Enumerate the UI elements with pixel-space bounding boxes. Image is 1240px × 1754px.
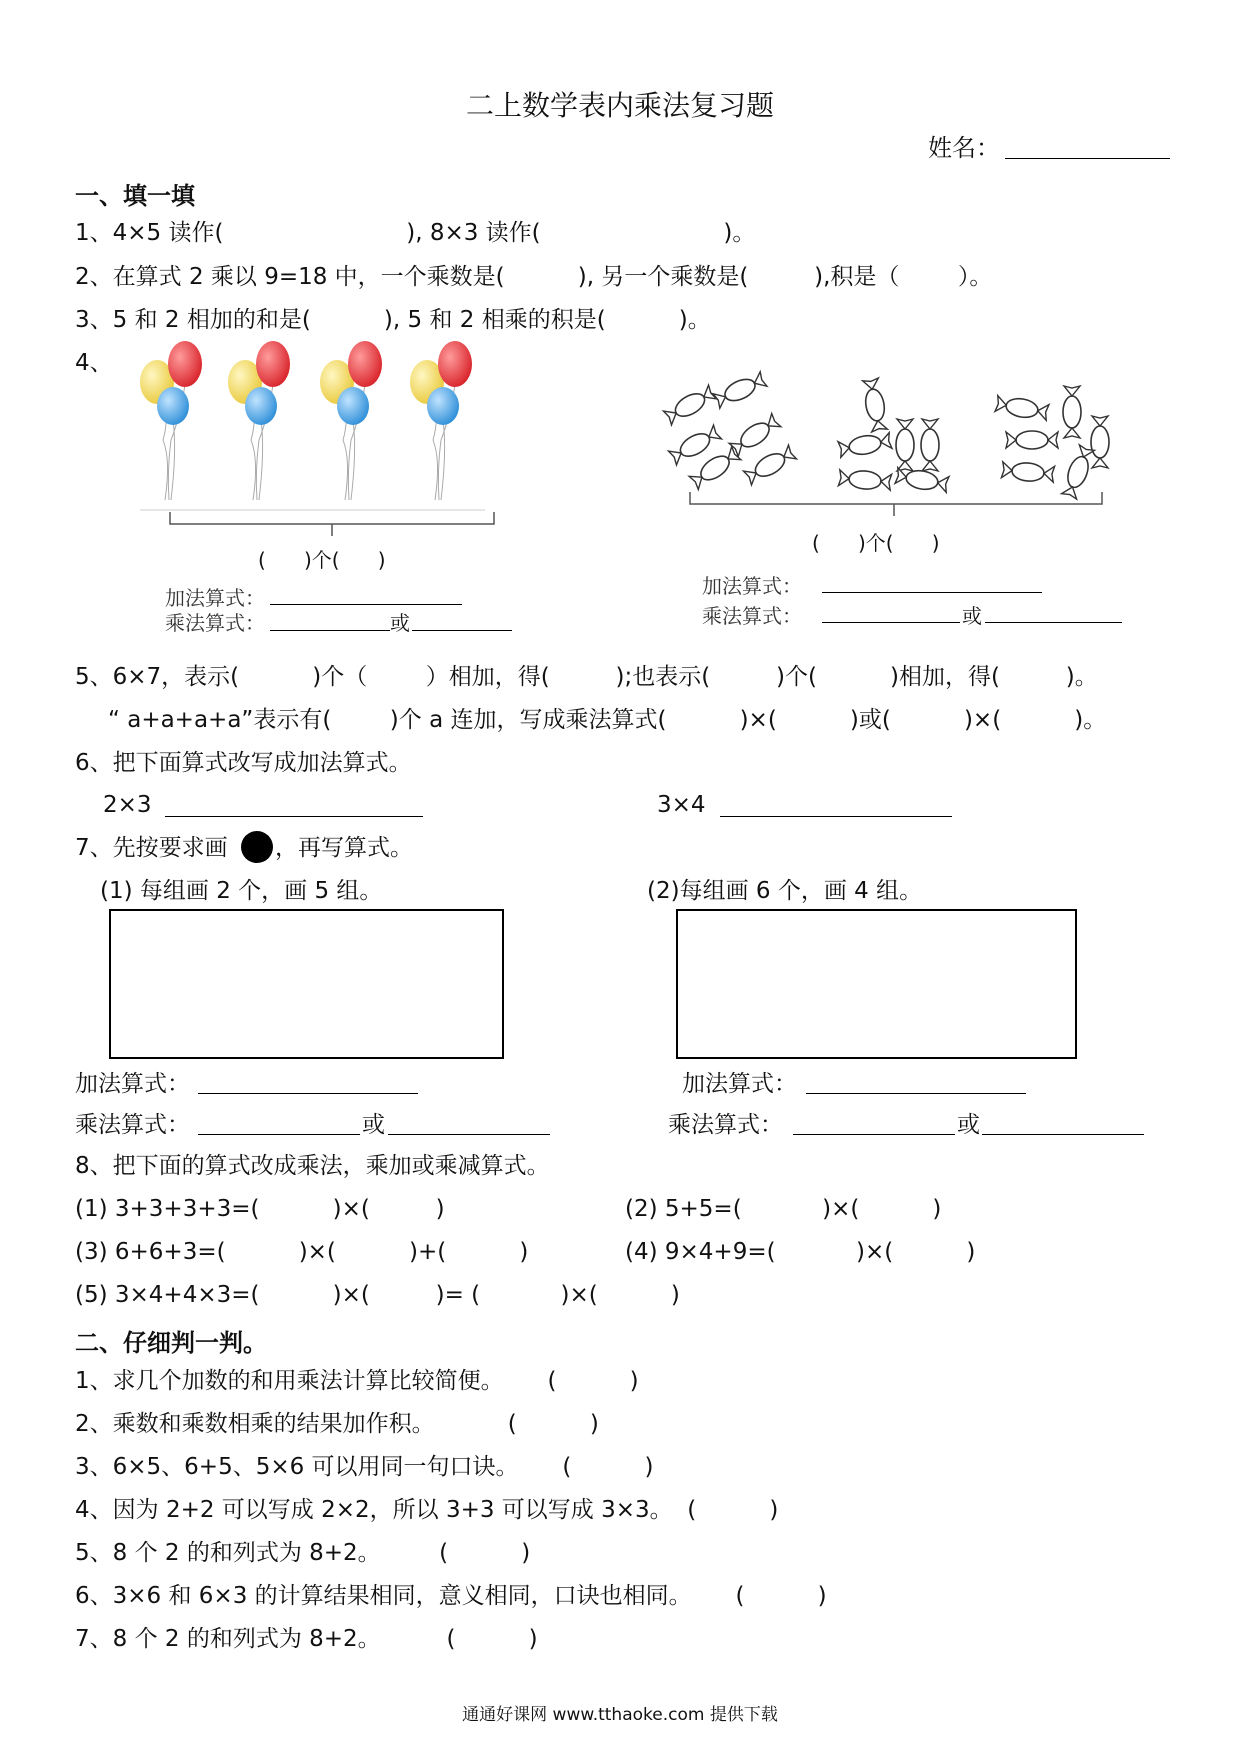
q8-item-2: (2) 5+5=( )×( ) bbox=[625, 1196, 942, 1222]
judge-5: 5、8 个 2 的和列式为 8+2。 ( ) bbox=[75, 1540, 531, 1566]
question-3: 3、5 和 2 相加的和是( ), 5 和 2 相乘的积是( )。 bbox=[75, 307, 711, 333]
question-7-tail: ，再写算式。 bbox=[275, 835, 413, 861]
judge-4: 4、因为 2+2 可以写成 2×2，所以 3+3 可以写成 3×3。 ( ) bbox=[75, 1497, 779, 1523]
question-5b: “ a+a+a+a”表示有( )个 a 连加，写成乘法算式( )×( )或( )×( )。 bbox=[108, 707, 1107, 733]
q7-1-add-line[interactable] bbox=[198, 1093, 418, 1094]
balloons-mul-label: 乘法算式： bbox=[165, 611, 265, 635]
footer-text: 通通好课网 www.tthaoke.com 提供下载 bbox=[462, 1705, 778, 1725]
judge-1: 1、求几个加数的和用乘法计算比较简便。 ( ) bbox=[75, 1368, 639, 1394]
candies-or: 或 bbox=[962, 604, 982, 628]
candies-add-label: 加法算式： bbox=[702, 574, 802, 598]
q7-part-1: (1) 每组画 2 个，画 5 组。 bbox=[100, 878, 383, 904]
candies-add-line[interactable] bbox=[822, 592, 1042, 593]
judge-6: 6、3×6 和 6×3 的计算结果相同，意义相同，口诀也相同。 ( ) bbox=[75, 1583, 827, 1609]
question-2: 2、在算式 2 乘以 9=18 中，一个乘数是( ), 另一个乘数是( ),积是（ ）。 bbox=[75, 264, 993, 290]
question-6: 6、把下面算式改写成加法算式。 bbox=[75, 750, 412, 776]
balloons-mul-line-2[interactable] bbox=[412, 630, 512, 631]
candies-bracket bbox=[688, 490, 1108, 520]
question-7: 7、先按要求画 bbox=[75, 835, 228, 861]
q7-2-add-label: 加法算式： bbox=[682, 1071, 797, 1097]
question-8: 8、把下面的算式改成乘法，乘加或乘减算式。 bbox=[75, 1153, 550, 1179]
q8-item-3: (3) 6+6+3=( )×( )+( ) bbox=[75, 1239, 529, 1265]
name-label: 姓名： bbox=[928, 134, 1000, 162]
q7-1-mul-line-1[interactable] bbox=[198, 1134, 360, 1135]
question-5a: 5、6×7，表示( )个（ ）相加，得( );也表示( )个( )相加，得( )。 bbox=[75, 664, 1098, 690]
candies-mul-line-2[interactable] bbox=[985, 622, 1122, 623]
name-field-line[interactable] bbox=[1005, 158, 1170, 159]
judge-2: 2、乘数和乘数相乘的结果加作积。 ( ) bbox=[75, 1411, 599, 1437]
page-title: 二上数学表内乘法复习题 bbox=[465, 89, 774, 122]
judge-7: 7、8 个 2 的和列式为 8+2。 ( ) bbox=[75, 1626, 538, 1652]
q6-expr-b: 3×4 bbox=[657, 792, 706, 818]
q7-1-mul-line-2[interactable] bbox=[388, 1134, 550, 1135]
judge-3: 3、6×5、6+5、5×6 可以用同一句口诀。 ( ) bbox=[75, 1454, 654, 1480]
q7-drawing-box-1[interactable] bbox=[109, 909, 504, 1059]
candies-mul-line-1[interactable] bbox=[822, 622, 960, 623]
q8-item-5: (5) 3×4+4×3=( )×( )= ( )×( ) bbox=[75, 1282, 680, 1308]
balloons-add-label: 加法算式： bbox=[165, 586, 265, 610]
q7-2-or: 或 bbox=[957, 1112, 980, 1138]
candies-illustration bbox=[660, 360, 1120, 500]
q6-answer-line-a[interactable] bbox=[165, 816, 423, 817]
q7-2-mul-line-1[interactable] bbox=[793, 1134, 955, 1135]
q7-1-or: 或 bbox=[362, 1112, 385, 1138]
q7-part-2: (2)每组画 6 个，画 4 组。 bbox=[647, 878, 923, 904]
q7-1-mul-label: 乘法算式： bbox=[75, 1112, 190, 1138]
balloons-add-line[interactable] bbox=[270, 604, 462, 605]
candies-mul-label: 乘法算式： bbox=[702, 604, 802, 628]
question-1: 1、4×5 读作( ), 8×3 读作( )。 bbox=[75, 220, 756, 246]
q8-item-4: (4) 9×4+9=( )×( ) bbox=[625, 1239, 976, 1265]
filled-circle-icon bbox=[241, 831, 273, 863]
q6-expr-a: 2×3 bbox=[103, 792, 152, 818]
candies-caption: ( )个( ) bbox=[812, 531, 940, 555]
balloons-mul-line-1[interactable] bbox=[270, 630, 390, 631]
q7-2-mul-label: 乘法算式： bbox=[668, 1112, 783, 1138]
section-1-heading: 一、填一填 bbox=[75, 182, 195, 210]
q6-answer-line-b[interactable] bbox=[720, 816, 952, 817]
q7-1-add-label: 加法算式： bbox=[75, 1071, 190, 1097]
q7-2-mul-line-2[interactable] bbox=[982, 1134, 1144, 1135]
q7-2-add-line[interactable] bbox=[806, 1093, 1026, 1094]
balloons-or: 或 bbox=[390, 611, 410, 635]
balloons-caption: ( )个( ) bbox=[258, 548, 386, 572]
balloons-bracket bbox=[168, 510, 498, 540]
q8-item-1: (1) 3+3+3+3=( )×( ) bbox=[75, 1196, 445, 1222]
section-2-heading: 二、仔细判一判。 bbox=[75, 1329, 267, 1357]
question-4: 4、 bbox=[75, 350, 113, 376]
q7-drawing-box-2[interactable] bbox=[676, 909, 1077, 1059]
